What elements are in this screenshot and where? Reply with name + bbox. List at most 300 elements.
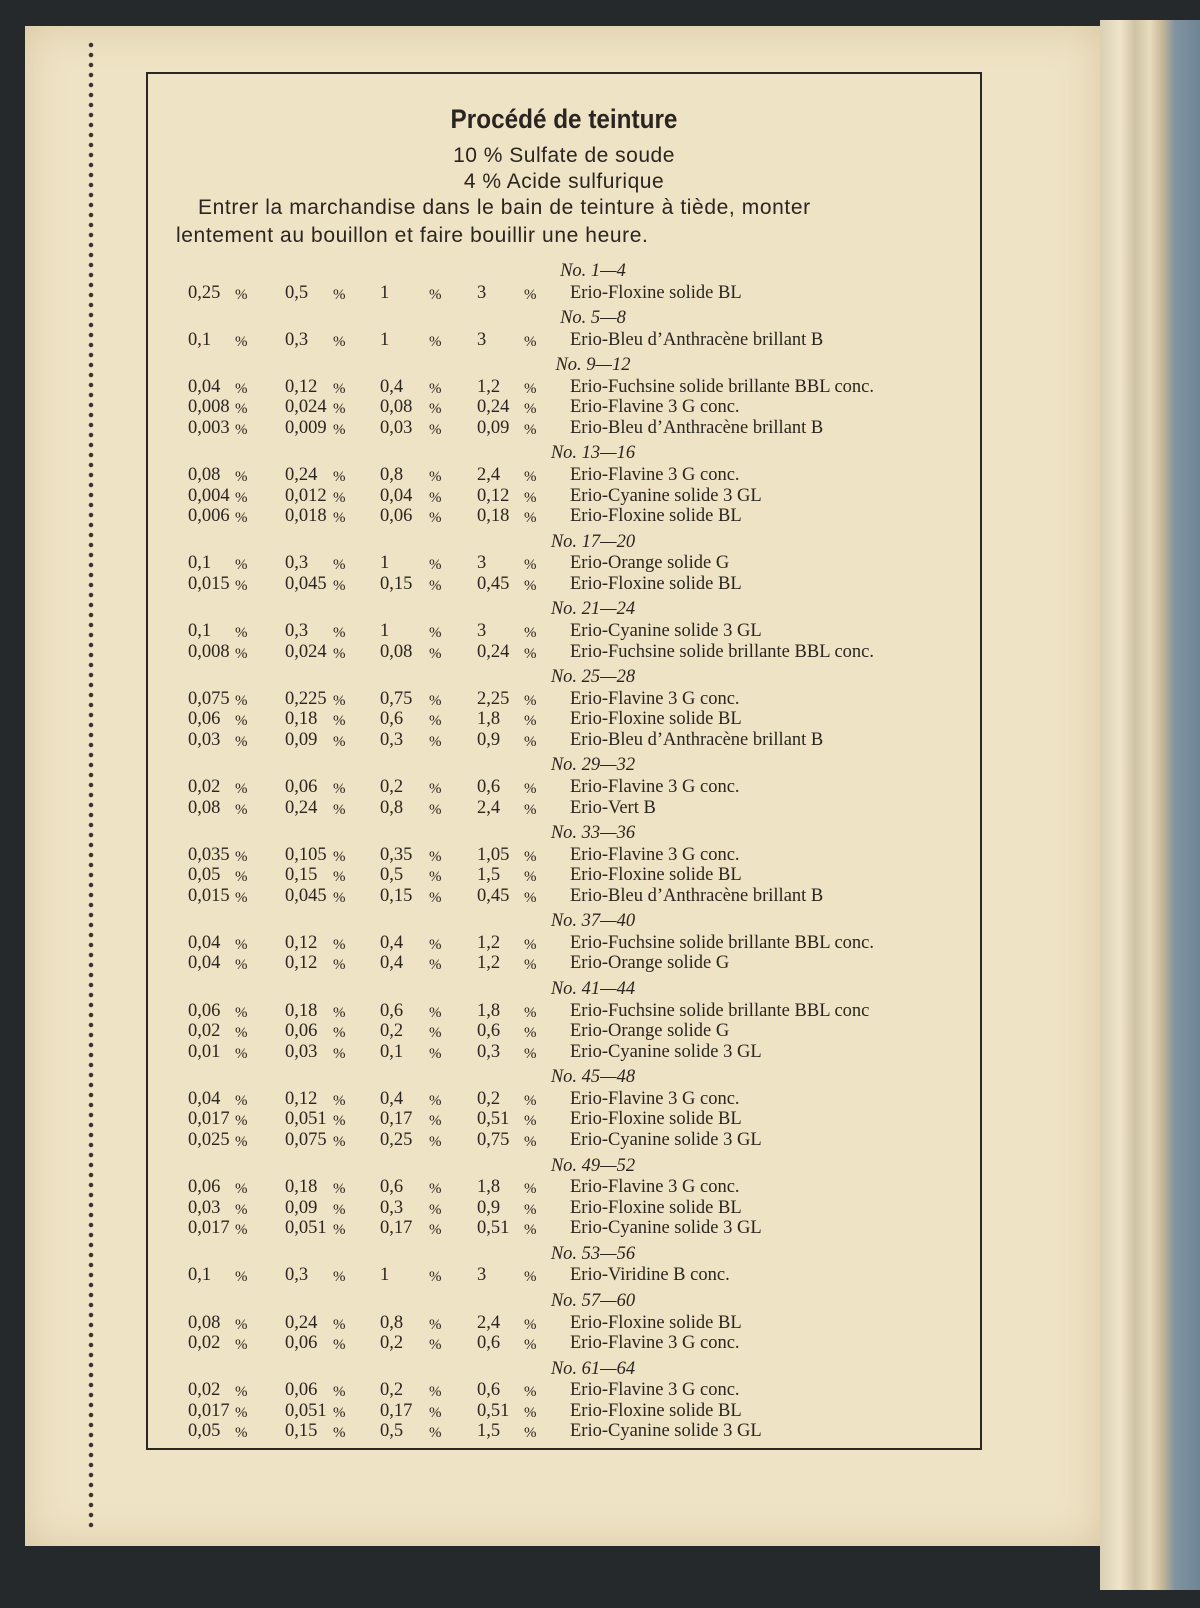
dye-name: Erio-Floxine solide BL [570, 282, 742, 303]
percent-sign: % [524, 421, 537, 438]
concentration-value: 0,3 [477, 1041, 501, 1062]
percent-sign: % [524, 1404, 537, 1421]
concentration-value: 0,02 [188, 1021, 221, 1042]
percent-sign: % [235, 510, 248, 527]
concentration-value: 0,1 [188, 553, 212, 574]
concentration-value: 0,18 [285, 1000, 318, 1021]
percent-sign: % [235, 286, 248, 303]
percent-sign: % [524, 1045, 537, 1062]
concentration-value: 0,025 [188, 1130, 230, 1151]
concentration-value: 0,04 [188, 953, 221, 974]
percent-sign: % [333, 1025, 346, 1042]
concentration-value: 0,02 [188, 1333, 221, 1354]
group-header: No. 61—64 [550, 1358, 636, 1379]
dye-name: Erio-Flavine 3 G conc. [570, 688, 740, 709]
concentration-value: 0,1 [188, 329, 212, 350]
concentration-value: 0,15 [285, 1421, 318, 1442]
dye-name: Erio-Floxine solide BL [570, 1109, 742, 1130]
concentration-value: 0,17 [380, 1109, 413, 1130]
group-header: No. 17—20 [550, 531, 636, 552]
group-header: No. 5—8 [560, 308, 626, 329]
percent-sign: % [524, 401, 537, 418]
concentration-value: 0,1 [380, 1041, 404, 1062]
table-row [188, 574, 968, 595]
table-row [188, 933, 968, 954]
recipe-line: 4 % Acide sulfurique [463, 170, 665, 193]
dye-name: Erio-Bleu d’Anthracène brillant B [570, 417, 824, 438]
concentration-value: 0,08 [188, 797, 221, 818]
concentration-value: 1,5 [477, 1421, 501, 1442]
dye-name: Erio-Floxine solide BL [570, 1312, 742, 1333]
group-header: No. 25—28 [550, 667, 636, 688]
dye-name: Erio-Cyanine solide 3 GL [570, 1130, 762, 1151]
dye-name: Erio-Flavine 3 G conc. [570, 397, 740, 418]
page-title: Procédé de teinture [450, 104, 678, 134]
concentration-value: 1,8 [477, 1000, 501, 1021]
percent-sign: % [235, 1113, 248, 1130]
percent-sign: % [333, 733, 346, 750]
concentration-value: 1 [380, 620, 390, 641]
percent-sign: % [333, 1316, 346, 1333]
percent-sign: % [524, 848, 537, 865]
concentration-value: 3 [477, 620, 487, 641]
percent-sign: % [524, 1025, 537, 1042]
percent-sign: % [235, 401, 248, 418]
table-row [188, 553, 968, 574]
dye-name: Erio-Cyanine solide 3 GL [570, 620, 762, 641]
dye-name: Erio-Flavine 3 G conc. [570, 1333, 740, 1354]
percent-sign: % [429, 645, 442, 662]
percent-sign: % [235, 733, 248, 750]
percent-sign: % [235, 1269, 248, 1286]
percent-sign: % [524, 713, 537, 730]
concentration-value: 0,4 [380, 376, 404, 397]
dye-name: Erio-Cyanine solide 3 GL [570, 1421, 762, 1442]
percent-sign: % [429, 713, 442, 730]
concentration-value: 0,09 [477, 417, 510, 438]
concentration-value: 0,045 [285, 573, 327, 594]
percent-sign: % [429, 889, 442, 906]
concentration-value: 0,017 [188, 1400, 230, 1421]
dye-name: Erio-Flavine 3 G conc. [570, 776, 740, 797]
percent-sign: % [429, 1045, 442, 1062]
percent-sign: % [333, 1134, 346, 1151]
percent-sign: % [524, 780, 537, 797]
percent-sign: % [524, 1134, 537, 1151]
concentration-value: 0,08 [188, 464, 221, 485]
percent-sign: % [429, 1113, 442, 1130]
dye-name: Erio-Bleu d’Anthracène brillant B [570, 885, 824, 906]
percent-sign: % [333, 645, 346, 662]
concentration-value: 0,3 [285, 553, 309, 574]
concentration-value: 0,03 [285, 1041, 318, 1062]
concentration-value: 1,5 [477, 865, 501, 886]
concentration-value: 0,06 [188, 1000, 221, 1021]
dye-name: Erio-Flavine 3 G conc. [570, 464, 740, 485]
concentration-value: 0,12 [285, 953, 318, 974]
percent-sign: % [429, 489, 442, 506]
concentration-value: 0,017 [188, 1218, 230, 1239]
table-row [188, 689, 968, 710]
concentration-value: 0,12 [285, 1088, 318, 1109]
concentration-value: 0,05 [188, 865, 221, 886]
table-row [188, 283, 968, 304]
group-header: No. 57—60 [550, 1291, 636, 1311]
percent-sign: % [235, 1222, 248, 1239]
percent-sign: % [524, 1425, 537, 1442]
percent-sign: % [524, 577, 537, 594]
concentration-value: 0,051 [285, 1109, 327, 1130]
content-frame [146, 72, 982, 1450]
concentration-value: 0,003 [188, 417, 230, 438]
percent-sign: % [429, 380, 442, 397]
concentration-value: 0,5 [380, 865, 404, 886]
percent-sign: % [429, 1134, 442, 1151]
recipe-table [188, 256, 968, 1442]
percent-sign: % [333, 1045, 346, 1062]
percent-sign: % [524, 889, 537, 906]
percent-sign: % [429, 1201, 442, 1218]
table-row [188, 418, 968, 439]
percent-sign: % [429, 1269, 442, 1286]
percent-sign: % [524, 510, 537, 527]
percent-sign: % [429, 801, 442, 818]
concentration-value: 0,04 [188, 932, 221, 953]
percent-sign: % [524, 1337, 537, 1354]
dye-name: Erio-Vert B [570, 797, 656, 818]
concentration-value: 0,17 [380, 1400, 413, 1421]
dye-name: Erio-Fuchsine solide brillante BBL conc [570, 1000, 870, 1021]
percent-sign: % [524, 1092, 537, 1109]
percent-sign: % [333, 1181, 346, 1198]
percent-sign: % [333, 489, 346, 506]
table-row [188, 1313, 968, 1334]
group-header: No. 41—44 [550, 979, 636, 1000]
concentration-value: 0,51 [477, 1218, 510, 1239]
dye-name: Erio-Floxine solide BL [570, 1197, 742, 1218]
percent-sign: % [524, 645, 537, 662]
percent-sign: % [235, 333, 248, 350]
percent-sign: % [429, 1337, 442, 1354]
percent-sign: % [429, 557, 442, 574]
percent-sign: % [333, 957, 346, 974]
dye-name: Erio-Floxine solide BL [570, 1400, 742, 1421]
concentration-value: 0,6 [380, 1177, 404, 1198]
percent-sign: % [429, 577, 442, 594]
concentration-value: 1,8 [477, 1177, 501, 1198]
percent-sign: % [524, 468, 537, 485]
dye-name: Erio-Viridine B conc. [570, 1265, 730, 1286]
group-header: No. 9—12 [555, 355, 631, 376]
concentration-value: 0,3 [285, 620, 309, 641]
table-row [188, 1401, 968, 1422]
percent-sign: % [524, 380, 537, 397]
percent-sign: % [429, 1316, 442, 1333]
percent-sign: % [429, 869, 442, 886]
percent-sign: % [235, 957, 248, 974]
dye-name: Erio-Cyanine solide 3 GL [570, 1218, 762, 1239]
concentration-value: 0,015 [188, 885, 230, 906]
concentration-value: 0,01 [188, 1041, 221, 1062]
recipe-line: 10 % Sulfate de soude [453, 144, 675, 167]
concentration-value: 0,006 [188, 506, 230, 527]
percent-sign: % [524, 624, 537, 641]
concentration-value: 0,105 [285, 844, 327, 865]
percent-sign: % [333, 333, 346, 350]
table-row [188, 1042, 968, 1063]
concentration-value: 2,4 [477, 797, 501, 818]
percent-sign: % [524, 733, 537, 750]
group-header: No. 21—24 [550, 599, 636, 620]
concentration-value: 0,09 [285, 1197, 318, 1218]
table-row [188, 377, 968, 398]
concentration-value: 2,4 [477, 464, 501, 485]
dye-name: Erio-Fuchsine solide brillante BBL conc. [570, 641, 874, 662]
percent-sign: % [429, 1025, 442, 1042]
concentration-value: 0,18 [477, 506, 510, 527]
dye-name: Erio-Flavine 3 G conc. [570, 1088, 740, 1109]
concentration-value: 0,03 [188, 1197, 221, 1218]
percent-sign: % [429, 333, 442, 350]
concentration-value: 0,6 [477, 1380, 501, 1401]
concentration-value: 0,24 [285, 797, 318, 818]
concentration-value: 0,6 [477, 1021, 501, 1042]
dye-name: Erio-Orange solide G [570, 953, 730, 974]
percent-sign: % [333, 801, 346, 818]
concentration-value: 0,24 [477, 397, 510, 418]
table-row [188, 621, 968, 642]
percent-sign: % [429, 624, 442, 641]
concentration-value: 0,075 [188, 688, 230, 709]
table-row [188, 1177, 968, 1198]
concentration-value: 0,25 [380, 1130, 413, 1151]
percent-sign: % [429, 1425, 442, 1442]
table-row [188, 1130, 968, 1151]
concentration-value: 0,6 [380, 1000, 404, 1021]
percent-sign: % [333, 1201, 346, 1218]
percent-sign: % [429, 510, 442, 527]
percent-sign: % [429, 1404, 442, 1421]
concentration-value: 0,008 [188, 641, 230, 662]
percent-sign: % [333, 557, 346, 574]
percent-sign: % [429, 286, 442, 303]
concentration-value: 0,8 [380, 797, 404, 818]
percent-sign: % [235, 421, 248, 438]
concentration-value: 1,2 [477, 953, 501, 974]
concentration-value: 0,225 [285, 688, 327, 709]
percent-sign: % [429, 421, 442, 438]
percent-sign: % [429, 401, 442, 418]
concentration-value: 0,4 [380, 953, 404, 974]
instruction-line: Entrer la marchandise dans le bain de teinture à tiède, monter [198, 196, 811, 219]
table-row [188, 1218, 968, 1239]
concentration-value: 1 [380, 329, 390, 350]
percent-sign: % [429, 1004, 442, 1021]
percent-sign: % [333, 1337, 346, 1354]
concentration-value: 3 [477, 553, 487, 574]
concentration-value: 0,6 [477, 776, 501, 797]
concentration-value: 0,008 [188, 397, 230, 418]
concentration-value: 0,18 [285, 1177, 318, 1198]
concentration-value: 0,024 [285, 641, 327, 662]
concentration-value: 0,1 [188, 1265, 212, 1286]
percent-sign: % [524, 286, 537, 303]
percent-sign: % [333, 780, 346, 797]
percent-sign: % [235, 1134, 248, 1151]
dye-name: Erio-Orange solide G [570, 553, 730, 574]
concentration-value: 0,1 [188, 620, 212, 641]
concentration-value: 0,51 [477, 1109, 510, 1130]
percent-sign: % [524, 936, 537, 953]
concentration-value: 0,15 [380, 573, 413, 594]
concentration-value: 1 [380, 282, 390, 303]
percent-sign: % [235, 1337, 248, 1354]
dye-name: Erio-Flavine 3 G conc. [570, 844, 740, 865]
group-header: No. 29—32 [550, 755, 636, 776]
dye-name: Erio-Bleu d’Anthracène brillant B [570, 729, 824, 750]
table-row [188, 1021, 968, 1042]
concentration-value: 0,3 [285, 1265, 309, 1286]
concentration-value: 0,24 [285, 1312, 318, 1333]
table-row [188, 1380, 968, 1401]
concentration-value: 0,004 [188, 485, 230, 506]
concentration-value: 0,08 [188, 1312, 221, 1333]
concentration-value: 0,4 [380, 932, 404, 953]
concentration-value: 0,04 [380, 485, 413, 506]
percent-sign: % [429, 1384, 442, 1401]
percent-sign: % [333, 1384, 346, 1401]
concentration-value: 0,45 [477, 885, 510, 906]
dye-name: Erio-Fuchsine solide brillante BBL conc. [570, 932, 874, 953]
dye-name: Erio-Floxine solide BL [570, 709, 742, 730]
concentration-value: 0,017 [188, 1109, 230, 1130]
percent-sign: % [333, 401, 346, 418]
percent-sign: % [524, 333, 537, 350]
table-row [188, 845, 968, 866]
concentration-value: 0,35 [380, 844, 413, 865]
percent-sign: % [333, 286, 346, 303]
concentration-value: 0,02 [188, 776, 221, 797]
percent-sign: % [524, 801, 537, 818]
concentration-value: 0,09 [285, 729, 318, 750]
percent-sign: % [235, 1316, 248, 1333]
dye-name: Erio-Floxine solide BL [570, 506, 742, 527]
percent-sign: % [235, 1025, 248, 1042]
percent-sign: % [333, 510, 346, 527]
concentration-value: 1,2 [477, 376, 501, 397]
table-row [188, 1198, 968, 1219]
concentration-value: 0,4 [380, 1088, 404, 1109]
percent-sign: % [235, 645, 248, 662]
concentration-value: 2,4 [477, 1312, 501, 1333]
dye-name: Erio-Floxine solide BL [570, 865, 742, 886]
percent-sign: % [333, 421, 346, 438]
concentration-value: 0,75 [477, 1130, 510, 1151]
percent-sign: % [235, 1425, 248, 1442]
concentration-value: 0,17 [380, 1218, 413, 1239]
concentration-value: 0,06 [188, 709, 221, 730]
percent-sign: % [524, 692, 537, 709]
percent-sign: % [429, 1092, 442, 1109]
percent-sign: % [235, 713, 248, 730]
concentration-value: 0,03 [188, 729, 221, 750]
percent-sign: % [235, 489, 248, 506]
percent-sign: % [524, 869, 537, 886]
concentration-value: 0,6 [477, 1333, 501, 1354]
concentration-value: 3 [477, 329, 487, 350]
concentration-value: 0,08 [380, 641, 413, 662]
concentration-value: 0,45 [477, 573, 510, 594]
percent-sign: % [524, 557, 537, 574]
percent-sign: % [333, 468, 346, 485]
instruction-line: lentement au bouillon et faire bouillir une heure. [176, 224, 649, 247]
percent-sign: % [235, 577, 248, 594]
percent-sign: % [235, 869, 248, 886]
concentration-value: 0,06 [285, 1333, 318, 1354]
percent-sign: % [235, 692, 248, 709]
concentration-value: 0,24 [477, 641, 510, 662]
dye-name: Erio-Cyanine solide 3 GL [570, 485, 762, 506]
percent-sign: % [235, 848, 248, 865]
concentration-value: 1,8 [477, 709, 501, 730]
percent-sign: % [429, 1222, 442, 1239]
table-row [188, 1001, 968, 1022]
percent-sign: % [333, 713, 346, 730]
table-row [188, 642, 968, 663]
concentration-value: 0,051 [285, 1218, 327, 1239]
group-header: No. 13—16 [550, 443, 636, 464]
table-row [188, 730, 968, 751]
table-row [188, 397, 968, 418]
dye-name: Erio-Orange solide G [570, 1021, 730, 1042]
concentration-value: 0,018 [285, 506, 327, 527]
percent-sign: % [235, 557, 248, 574]
concentration-value: 0,75 [380, 688, 413, 709]
group-header: No. 45—48 [550, 1067, 636, 1088]
table-row [188, 330, 968, 351]
concentration-value: 3 [477, 1265, 487, 1286]
table-row [188, 1109, 968, 1130]
instructions [176, 194, 980, 250]
concentration-value: 0,04 [188, 376, 221, 397]
concentration-value: 0,024 [285, 397, 327, 418]
concentration-value: 0,03 [380, 417, 413, 438]
concentration-value: 0,08 [380, 397, 413, 418]
percent-sign: % [235, 624, 248, 641]
table-row [188, 1421, 968, 1442]
percent-sign: % [235, 1004, 248, 1021]
percent-sign: % [429, 1181, 442, 1198]
percent-sign: % [333, 1113, 346, 1130]
table-row [188, 886, 968, 907]
concentration-value: 0,9 [477, 729, 501, 750]
percent-sign: % [333, 624, 346, 641]
table-row [188, 486, 968, 507]
percent-sign: % [524, 489, 537, 506]
group-header: No. 1—4 [560, 261, 626, 281]
table-row [188, 1089, 968, 1110]
percent-sign: % [235, 780, 248, 797]
percent-sign: % [429, 692, 442, 709]
percent-sign: % [333, 577, 346, 594]
concentration-value: 0,2 [380, 1021, 404, 1042]
group-header: No. 49—52 [550, 1155, 636, 1176]
group-header: No. 53—56 [550, 1243, 636, 1264]
concentration-value: 0,3 [380, 729, 404, 750]
dye-name: Erio-Fuchsine solide brillante BBL conc. [570, 376, 874, 397]
concentration-value: 0,045 [285, 885, 327, 906]
percent-sign: % [524, 1269, 537, 1286]
